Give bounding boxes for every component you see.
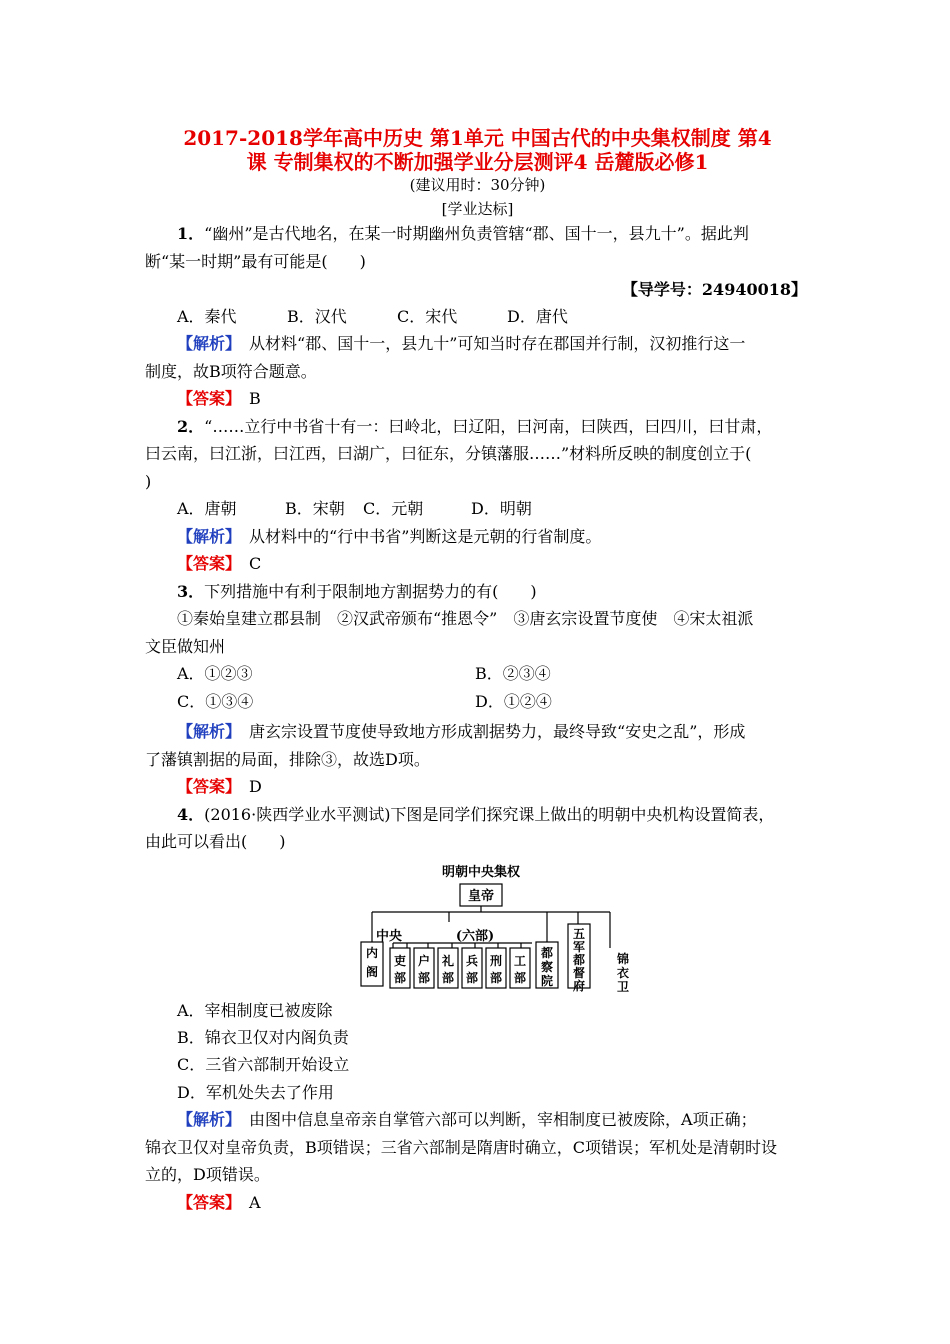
analysis-text: 从材料“郡、国十一，县九十”可知当时存在郡国并行制，汉初推行这一: [249, 334, 746, 353]
option-d: D．①②④: [475, 692, 552, 711]
option-c: C．宋代: [397, 307, 458, 326]
question-3-line-3: 文臣做知州: [145, 637, 226, 656]
diagram-title: 明朝中央集权: [441, 865, 521, 880]
diagram-label-jinyiwei: 锦衣卫: [616, 952, 630, 992]
answer-label: 【答案】: [177, 1193, 234, 1212]
answer-value: B: [249, 389, 261, 408]
question-4-number: 4．: [177, 805, 205, 824]
question-3-text: 下列措施中有利于限制地方割据势力的有( ): [204, 582, 537, 601]
question-1-line-2: 断“某一时期”最有可能是( ): [145, 252, 366, 271]
question-4-line-2: 由此可以看出( ): [145, 832, 286, 851]
question-2-analysis: [177, 526, 601, 548]
question-3-analysis-line-2: 了藩镇割据的局面，排除③，故选D项。: [145, 750, 430, 769]
question-4-option-c: C．三省六部制开始设立: [177, 1055, 350, 1074]
diagram-label-hu_bu: 户部: [417, 954, 431, 985]
question-4-option-d: D．军机处失去了作用: [177, 1083, 334, 1102]
question-4-answer: [177, 1192, 261, 1214]
question-2-text: “……立行中书省十有一：曰岭北，曰辽阳，曰河南，曰陕西，曰四川，曰甘肃，: [204, 417, 773, 436]
diagram-label-neige: 内阁: [365, 946, 379, 979]
option-a: A．唐朝: [177, 499, 237, 518]
question-3-answer: [177, 776, 262, 798]
question-4-text: (2016·陕西学业水平测试)下图是同学们探究课上做出的明朝中央机构设置简表，: [204, 805, 775, 824]
answer-label: 【答案】: [177, 389, 234, 408]
question-3-analysis-line-1: [177, 721, 745, 743]
option-d: D．唐代: [507, 307, 568, 326]
question-4-line-1: [177, 804, 774, 826]
analysis-label: 【解析】: [177, 1110, 234, 1129]
analysis-text: 唐玄宗设置节度使导致地方形成割据势力，最终导致“安史之乱”，形成: [249, 722, 746, 741]
question-1-line-1: [177, 223, 749, 245]
question-4-analysis-line-3: 立的，D项错误。: [145, 1165, 270, 1184]
option-c: C．元朝: [363, 499, 424, 518]
analysis-label: 【解析】: [177, 527, 234, 546]
question-4-analysis-line-2: 锦衣卫仅对皇帝负责，B项错误；三省六部制是隋唐时确立，C项错误；军机处是清朝时设: [145, 1138, 778, 1157]
question-3-number: 3．: [177, 582, 205, 601]
option-b: B．宋朝: [285, 499, 345, 518]
question-1-analysis-line-1: [177, 333, 745, 355]
question-1-analysis-line-2: 制度，故B项符合题意。: [145, 362, 317, 381]
option-c: C．①③④: [177, 692, 254, 711]
time-note: (建议用时：30分钟): [409, 176, 546, 194]
question-2-options: [177, 498, 532, 520]
answer-label: 【答案】: [177, 554, 234, 573]
question-1-answer: [177, 388, 261, 410]
option-d: D．明朝: [471, 499, 532, 518]
option-b: B．汉代: [287, 307, 347, 326]
question-1-text: “幽州”是古代地名，在某一时期幽州负责管辖“郡、国十一，县九十”。据此判: [204, 224, 749, 243]
analysis-label: 【解析】: [177, 722, 234, 741]
question-3-line-2: ①秦始皇建立郡县制 ②汉武帝颁布“推恩令” ③唐玄宗设置节度使 ④宋太祖派: [177, 609, 754, 628]
diagram-label-li_bu2: 礼部: [441, 954, 455, 985]
question-3-line-1: [177, 581, 537, 603]
question-3-options-row-1: [177, 663, 551, 685]
central-label: 中央: [375, 929, 403, 944]
answer-label: 【答案】: [177, 777, 234, 796]
option-b: B．②③④: [475, 664, 551, 683]
answer-value: D: [249, 777, 262, 796]
document-title-line-2: 课 专制集权的不断加强学业分层测评4 岳麓版必修1: [246, 150, 709, 174]
ming-central-government-diagram: [355, 860, 640, 992]
question-1-options: [177, 306, 568, 328]
question-2-line-2: 曰云南，曰江浙，曰江西，曰湖广，曰征东，分镇藩服……”材料所反映的制度创立于(: [145, 444, 752, 463]
question-4-option-a: A．宰相制度已被废除: [177, 1001, 333, 1020]
question-2-line-3: ): [145, 472, 152, 491]
diagram-label-duchayuan: 都察院: [540, 946, 554, 988]
diagram-label-bing_bu: 兵部: [465, 954, 479, 985]
question-4-option-b: B．锦衣卫仅对内阁负责: [177, 1028, 349, 1047]
question-4-analysis-line-1: [177, 1109, 757, 1131]
diagram-label-gong_bu: 工部: [513, 954, 527, 985]
question-2-number: 2．: [177, 417, 205, 436]
question-1-number: 1．: [177, 224, 205, 243]
analysis-text: 由图中信息皇帝亲自掌管六部可以判断，宰相制度已被废除，A项正确；: [249, 1110, 757, 1129]
analysis-label: 【解析】: [177, 334, 234, 353]
diagram-label-wujun: 五军都督府: [572, 927, 586, 992]
analysis-text: 从材料中的“行中书省”判断这是元朝的行省制度。: [249, 527, 602, 546]
emperor-label: 皇帝: [467, 889, 495, 904]
section-heading: [学业达标]: [441, 200, 514, 218]
option-a: A．①②③: [177, 664, 253, 683]
answer-value: C: [249, 554, 262, 573]
question-2-line-1: [177, 416, 772, 438]
guide-number: 【导学号：24940018】: [621, 280, 807, 299]
option-a: A．秦代: [177, 307, 237, 326]
diagram-label-xing_bu: 刑部: [489, 954, 503, 985]
document-title-line-1: 2017-2018学年高中历史 第1单元 中国古代的中央集权制度 第4: [183, 126, 772, 150]
question-3-options-row-2: [177, 691, 552, 713]
six-ministries-label: (六部): [455, 929, 495, 944]
diagram-label-li_bu: 吏部: [393, 954, 407, 985]
question-2-answer: [177, 553, 261, 575]
answer-value: A: [249, 1193, 261, 1212]
